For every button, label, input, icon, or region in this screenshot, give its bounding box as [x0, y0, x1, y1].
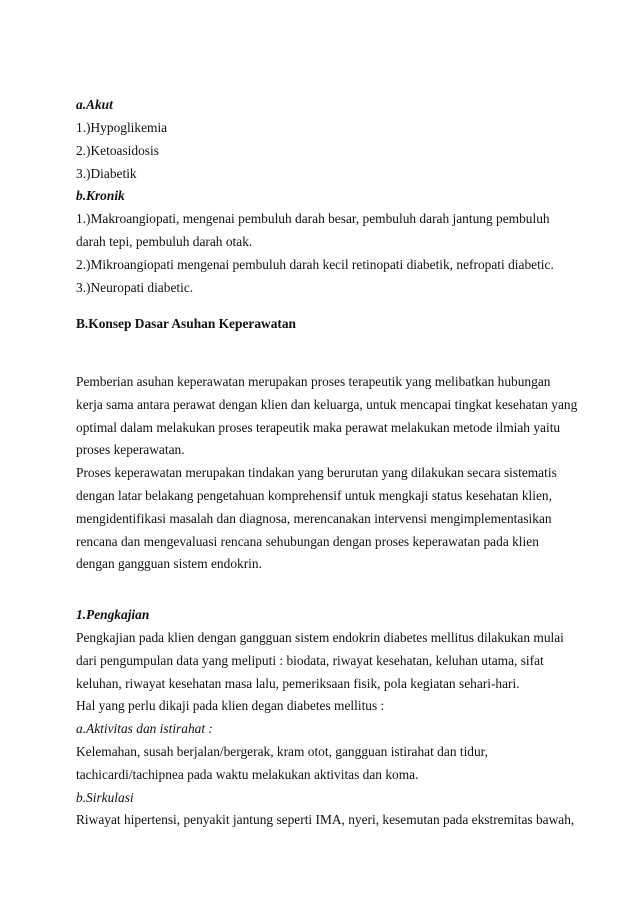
- paragraph-line: proses keperawatan.: [76, 442, 185, 457]
- paragraph-line: Pemberian asuhan keperawatan merupakan proses terapeutik yang melibatkan hubungan: [76, 374, 551, 389]
- paragraph-line: mengidentifikasi masalah dan diagnosa, merencanakan intervensi mengimplementasikan: [76, 511, 552, 526]
- pengkajian-heading: 1.Pengkajian: [76, 607, 150, 622]
- paragraph-line: Hal yang perlu dikaji pada klien degan diabetes mellitus :: [76, 698, 385, 713]
- chronic-heading: b.Kronik: [76, 188, 125, 203]
- paragraph-line: Kelemahan, susah berjalan/bergerak, kram otot, gangguan istirahat dan tidur,: [76, 744, 488, 759]
- paragraph-line: dengan gangguan sistem endokrin.: [76, 556, 262, 571]
- chronic-item-line: darah tepi, pembuluh darah otak.: [76, 234, 253, 249]
- paragraph-line: tachicardi/tachipnea pada waktu melakukan aktivitas dan koma.: [76, 767, 419, 782]
- acute-item-3: 3.)Diabetik: [76, 166, 137, 181]
- subsection-a-heading: a.Aktivitas dan istirahat :: [76, 721, 213, 736]
- chronic-item-line: 1.)Makroangiopati, mengenai pembuluh darah besar, pembuluh darah jantung pembuluh: [76, 211, 550, 226]
- acute-heading: a.Akut: [76, 97, 113, 112]
- section-b-heading: B.Konsep Dasar Asuhan Keperawatan: [76, 316, 296, 331]
- chronic-item-line: 3.)Neuropati diabetic.: [76, 280, 194, 295]
- subsection-b-heading: b.Sirkulasi: [76, 790, 134, 805]
- paragraph-line: dengan latar belakang pengetahuan komprehensif untuk mengkaji status kesehatan klien,: [76, 488, 552, 503]
- paragraph-line: optimal dalam melakukan proses terapeutik maka perawat melakukan metode ilmiah yaitu: [76, 420, 561, 435]
- paragraph-line: Riwayat hipertensi, penyakit jantung seperti IMA, nyeri, kesemutan pada ekstremitas bawah,: [76, 812, 575, 827]
- acute-item-1: 1.)Hypoglikemia: [76, 120, 168, 135]
- paragraph-line: dari pengumpulan data yang meliputi : biodata, riwayat kesehatan, keluhan utama, sifat: [76, 653, 544, 668]
- acute-item-2: 2.)Ketoasidosis: [76, 143, 159, 158]
- paragraph-line: Pengkajian pada klien dengan gangguan sistem endokrin diabetes mellitus dilakukan mulai: [76, 630, 564, 645]
- paragraph-line: rencana dan mengevaluasi rencana sehubungan dengan proses keperawatan pada klien: [76, 534, 539, 549]
- chronic-item-line: 2.)Mikroangiopati mengenai pembuluh darah kecil retinopati diabetik, nefropati diabetic.: [76, 257, 554, 272]
- paragraph-line: keluhan, riwayat kesehatan masa lalu, pemeriksaan fisik, pola kegiatan sehari-hari.: [76, 676, 520, 691]
- paragraph-line: kerja sama antara perawat dengan klien dan keluarga, untuk mencapai tingkat kesehatan yang: [76, 397, 578, 412]
- paragraph-line: Proses keperawatan merupakan tindakan yang berurutan yang dilakukan secara sistematis: [76, 465, 557, 480]
